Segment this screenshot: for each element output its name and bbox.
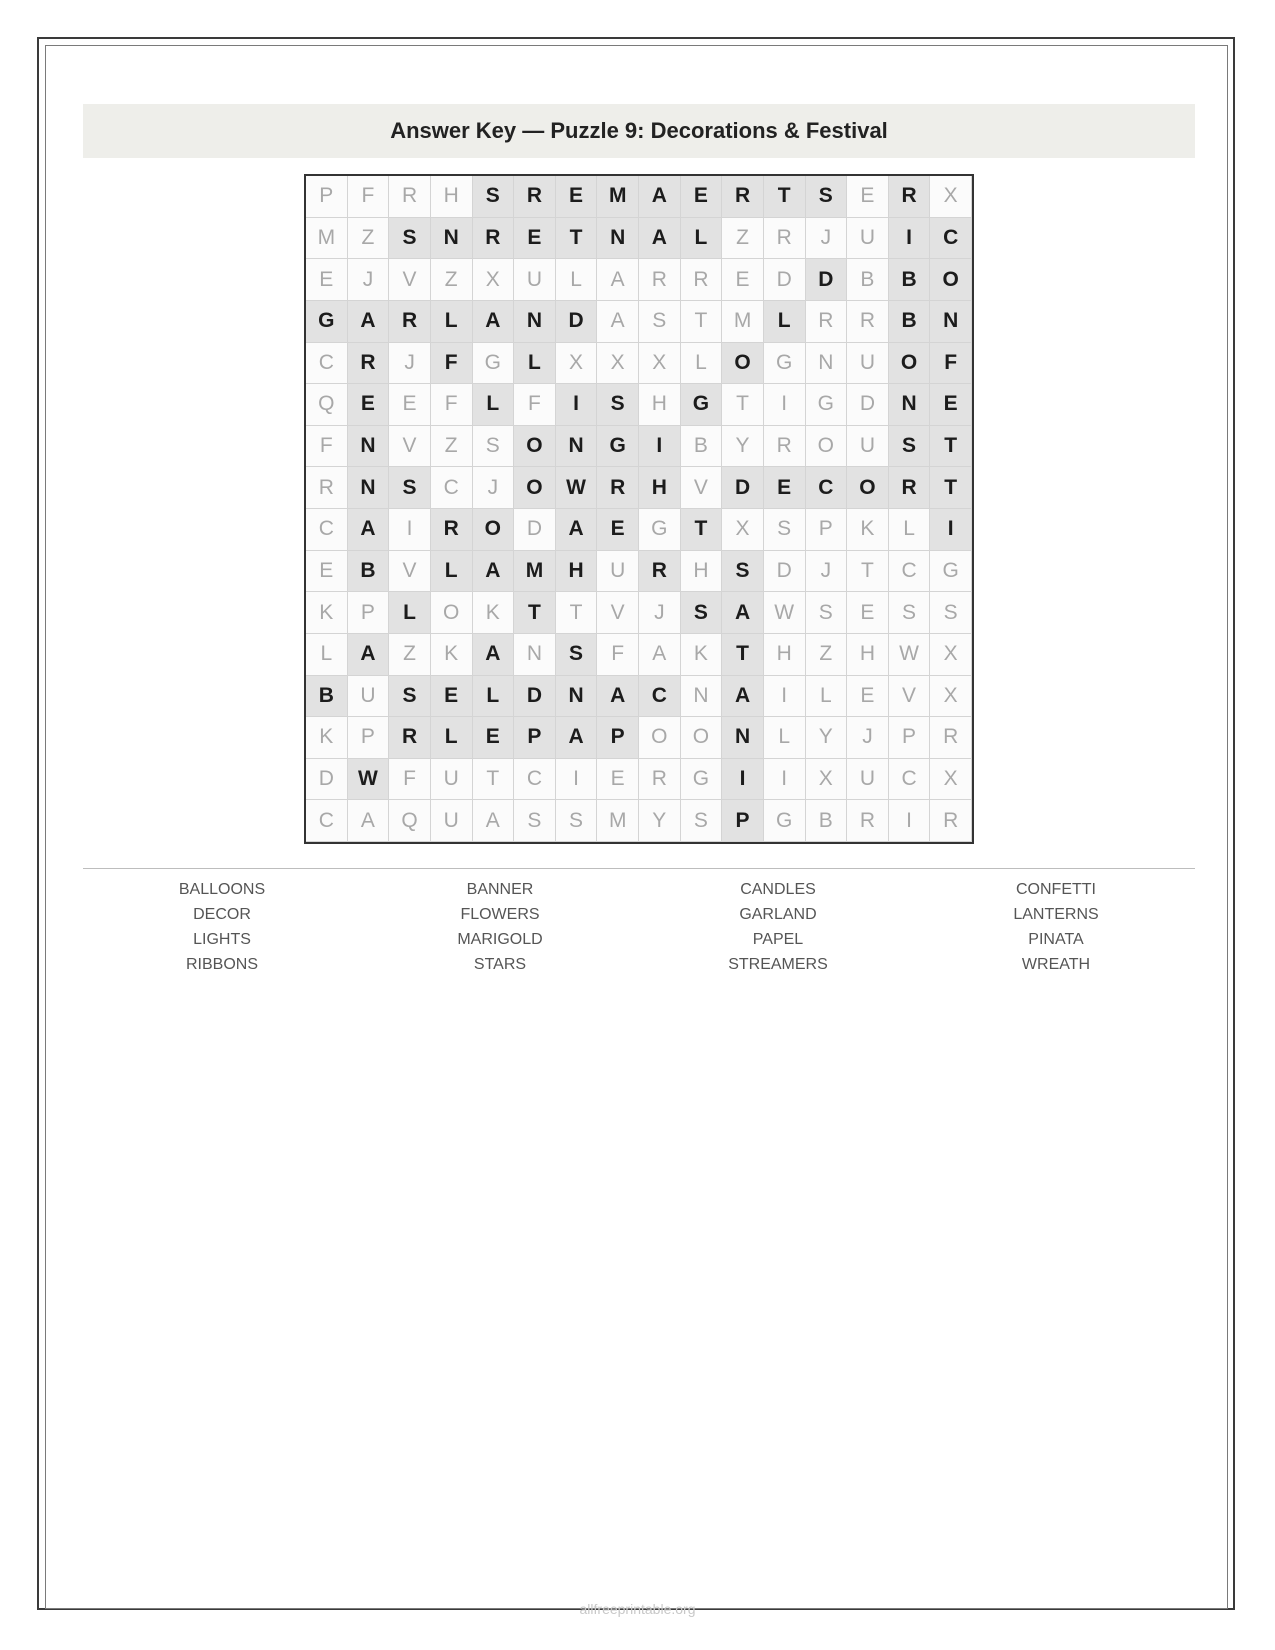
grid-cell: V bbox=[389, 426, 431, 468]
grid-cell: S bbox=[473, 176, 515, 218]
grid-cell: N bbox=[514, 301, 556, 343]
footer-watermark: allfreeprintable.org bbox=[579, 1601, 696, 1617]
grid-cell: I bbox=[764, 384, 806, 426]
word-list-item: BALLOONS bbox=[178, 881, 266, 898]
grid-cell: L bbox=[473, 384, 515, 426]
grid-cell: N bbox=[597, 218, 639, 260]
grid-cell: N bbox=[722, 717, 764, 759]
grid-cell: S bbox=[556, 800, 598, 842]
grid-cell: F bbox=[306, 426, 348, 468]
grid-cell: Y bbox=[639, 800, 681, 842]
grid-cell: U bbox=[847, 759, 889, 801]
grid-cell: R bbox=[639, 759, 681, 801]
grid-cell: N bbox=[348, 467, 390, 509]
grid-cell: S bbox=[764, 509, 806, 551]
grid-cell: K bbox=[847, 509, 889, 551]
divider bbox=[83, 868, 1195, 869]
grid-cell: E bbox=[847, 592, 889, 634]
grid-cell: C bbox=[514, 759, 556, 801]
grid-cell: X bbox=[930, 634, 972, 676]
word-list-item: LANTERNS bbox=[1013, 906, 1099, 923]
grid-cell: E bbox=[431, 676, 473, 718]
grid-cell: W bbox=[556, 467, 598, 509]
grid-cell: S bbox=[681, 800, 723, 842]
grid-cell: S bbox=[389, 467, 431, 509]
grid-cell: T bbox=[764, 176, 806, 218]
grid-cell: A bbox=[639, 176, 681, 218]
grid-cell: T bbox=[722, 634, 764, 676]
grid-cell: D bbox=[722, 467, 764, 509]
grid-cell: U bbox=[847, 218, 889, 260]
grid-cell: D bbox=[514, 509, 556, 551]
grid-cell: F bbox=[431, 343, 473, 385]
grid-cell: B bbox=[348, 551, 390, 593]
grid-cell: T bbox=[514, 592, 556, 634]
grid-cell: A bbox=[473, 301, 515, 343]
grid-cell: R bbox=[639, 259, 681, 301]
grid-cell: M bbox=[514, 551, 556, 593]
grid-cell: M bbox=[597, 800, 639, 842]
grid-cell: D bbox=[514, 676, 556, 718]
grid-cell: E bbox=[556, 176, 598, 218]
word-list-item: DECOR bbox=[193, 906, 251, 923]
grid-cell: I bbox=[389, 509, 431, 551]
grid-cell: H bbox=[764, 634, 806, 676]
grid-cell: M bbox=[597, 176, 639, 218]
grid-cell: T bbox=[556, 592, 598, 634]
grid-cell: R bbox=[806, 301, 848, 343]
grid-cell: G bbox=[473, 343, 515, 385]
grid-cell: L bbox=[514, 343, 556, 385]
grid-cell: J bbox=[348, 259, 390, 301]
grid-cell: X bbox=[473, 259, 515, 301]
grid-cell: T bbox=[930, 426, 972, 468]
grid-cell: A bbox=[722, 592, 764, 634]
grid-cell: T bbox=[473, 759, 515, 801]
grid-cell: A bbox=[639, 634, 681, 676]
grid-cell: R bbox=[597, 467, 639, 509]
word-list bbox=[83, 880, 1195, 974]
grid-cell: A bbox=[473, 634, 515, 676]
grid-cell: I bbox=[556, 384, 598, 426]
grid-cell: D bbox=[764, 259, 806, 301]
grid-cell: L bbox=[473, 676, 515, 718]
grid-cell: P bbox=[889, 717, 931, 759]
grid-cell: O bbox=[847, 467, 889, 509]
grid-cell: R bbox=[889, 176, 931, 218]
grid-cell: T bbox=[930, 467, 972, 509]
grid-cell: F bbox=[431, 384, 473, 426]
grid-cell: E bbox=[306, 551, 348, 593]
grid-cell: J bbox=[473, 467, 515, 509]
grid-cell: A bbox=[348, 301, 390, 343]
grid-cell: L bbox=[556, 259, 598, 301]
grid-cell: Q bbox=[306, 384, 348, 426]
grid-cell: L bbox=[889, 509, 931, 551]
grid-cell: X bbox=[722, 509, 764, 551]
grid-cell: R bbox=[389, 717, 431, 759]
grid-cell: R bbox=[764, 426, 806, 468]
grid-cell: V bbox=[389, 551, 431, 593]
grid-cell: D bbox=[306, 759, 348, 801]
grid-cell: U bbox=[597, 551, 639, 593]
grid-cell: H bbox=[556, 551, 598, 593]
grid-cell: X bbox=[597, 343, 639, 385]
grid-cell: S bbox=[639, 301, 681, 343]
grid-cell: M bbox=[722, 301, 764, 343]
grid-cell: F bbox=[514, 384, 556, 426]
grid-cell: H bbox=[431, 176, 473, 218]
grid-cell: F bbox=[597, 634, 639, 676]
grid-cell: R bbox=[473, 218, 515, 260]
grid-cell: G bbox=[930, 551, 972, 593]
grid-cell: T bbox=[722, 384, 764, 426]
grid-cell: Z bbox=[722, 218, 764, 260]
grid-cell: X bbox=[806, 759, 848, 801]
grid-cell: I bbox=[639, 426, 681, 468]
word-list-item: FLOWERS bbox=[460, 906, 540, 923]
grid-cell: R bbox=[930, 717, 972, 759]
grid-cell: P bbox=[348, 592, 390, 634]
grid-cell: Y bbox=[722, 426, 764, 468]
grid-cell: R bbox=[389, 301, 431, 343]
grid-cell: N bbox=[889, 384, 931, 426]
grid-cell: C bbox=[889, 759, 931, 801]
grid-cell: S bbox=[806, 592, 848, 634]
grid-cell: Z bbox=[348, 218, 390, 260]
grid-cell: P bbox=[348, 717, 390, 759]
grid-cell: A bbox=[473, 800, 515, 842]
grid-cell: R bbox=[639, 551, 681, 593]
grid-cell: T bbox=[556, 218, 598, 260]
page-title: Answer Key — Puzzle 9: Decorations & Festival bbox=[390, 118, 888, 143]
grid-cell: N bbox=[348, 426, 390, 468]
grid-cell: E bbox=[348, 384, 390, 426]
grid-cell: E bbox=[473, 717, 515, 759]
grid-cell: T bbox=[847, 551, 889, 593]
grid-cell: E bbox=[306, 259, 348, 301]
grid-cell: E bbox=[514, 218, 556, 260]
grid-cell: U bbox=[431, 800, 473, 842]
grid-cell: A bbox=[348, 800, 390, 842]
grid-cell: S bbox=[597, 384, 639, 426]
grid-cell: Z bbox=[389, 634, 431, 676]
grid-cell: H bbox=[681, 551, 723, 593]
grid-cell: O bbox=[806, 426, 848, 468]
grid-cell: Z bbox=[806, 634, 848, 676]
grid-cell: T bbox=[681, 509, 723, 551]
grid-cell: Q bbox=[389, 800, 431, 842]
word-list-item: GARLAND bbox=[739, 906, 817, 923]
grid-cell: N bbox=[930, 301, 972, 343]
word-search-grid bbox=[304, 174, 974, 844]
grid-cell: T bbox=[681, 301, 723, 343]
grid-cell: E bbox=[597, 509, 639, 551]
grid-cell: I bbox=[889, 218, 931, 260]
grid-cell: L bbox=[389, 592, 431, 634]
grid-cell: R bbox=[681, 259, 723, 301]
grid-cell: Y bbox=[806, 717, 848, 759]
grid-cell: O bbox=[639, 717, 681, 759]
grid-cell: I bbox=[889, 800, 931, 842]
grid-cell: S bbox=[930, 592, 972, 634]
grid-cell: B bbox=[806, 800, 848, 842]
grid-cell: D bbox=[847, 384, 889, 426]
grid-cell: C bbox=[306, 343, 348, 385]
grid-cell: N bbox=[556, 426, 598, 468]
grid-cell: G bbox=[639, 509, 681, 551]
grid-cell: V bbox=[389, 259, 431, 301]
grid-cell: X bbox=[639, 343, 681, 385]
grid-cell: E bbox=[722, 259, 764, 301]
grid-cell: J bbox=[806, 551, 848, 593]
grid-cell: B bbox=[889, 301, 931, 343]
grid-cell: L bbox=[764, 301, 806, 343]
grid-cell: S bbox=[514, 800, 556, 842]
grid-cell: X bbox=[930, 176, 972, 218]
grid-cell: R bbox=[306, 467, 348, 509]
grid-cell: P bbox=[806, 509, 848, 551]
grid-cell: W bbox=[348, 759, 390, 801]
grid-cell: G bbox=[764, 800, 806, 842]
grid-cell: S bbox=[389, 218, 431, 260]
grid-cell: L bbox=[681, 343, 723, 385]
grid-cell: C bbox=[930, 218, 972, 260]
word-list-item: STARS bbox=[473, 956, 527, 973]
grid-cell: E bbox=[847, 676, 889, 718]
grid-cell: S bbox=[389, 676, 431, 718]
grid-cell: V bbox=[681, 467, 723, 509]
grid-cell: U bbox=[348, 676, 390, 718]
grid-cell: L bbox=[306, 634, 348, 676]
grid-cell: R bbox=[764, 218, 806, 260]
grid-cell: I bbox=[556, 759, 598, 801]
grid-cell: O bbox=[722, 343, 764, 385]
grid-cell: C bbox=[639, 676, 681, 718]
grid-cell: P bbox=[597, 717, 639, 759]
grid-cell: S bbox=[889, 426, 931, 468]
grid-cell: L bbox=[431, 301, 473, 343]
grid-cell: R bbox=[431, 509, 473, 551]
grid-cell: A bbox=[556, 509, 598, 551]
grid-cell: V bbox=[889, 676, 931, 718]
grid-cell: B bbox=[889, 259, 931, 301]
grid-cell: R bbox=[514, 176, 556, 218]
grid-cell: K bbox=[306, 592, 348, 634]
grid-cell: D bbox=[556, 301, 598, 343]
grid-cell: R bbox=[348, 343, 390, 385]
grid-cell: O bbox=[514, 426, 556, 468]
grid-cell: J bbox=[847, 717, 889, 759]
grid-cell: A bbox=[597, 301, 639, 343]
grid-cell: U bbox=[847, 426, 889, 468]
grid-cell: C bbox=[889, 551, 931, 593]
grid-cell: U bbox=[431, 759, 473, 801]
grid-cell: L bbox=[431, 717, 473, 759]
grid-cell: A bbox=[473, 551, 515, 593]
grid-cell: X bbox=[930, 676, 972, 718]
grid-cell: V bbox=[597, 592, 639, 634]
grid-cell: D bbox=[806, 259, 848, 301]
grid-cell: R bbox=[389, 176, 431, 218]
grid-cell: J bbox=[389, 343, 431, 385]
grid-cell: C bbox=[306, 800, 348, 842]
grid-cell: R bbox=[847, 301, 889, 343]
grid-cell: G bbox=[306, 301, 348, 343]
grid-cell: U bbox=[847, 343, 889, 385]
title-banner bbox=[83, 104, 1195, 158]
grid-cell: H bbox=[639, 467, 681, 509]
grid-cell: G bbox=[764, 343, 806, 385]
grid-cell: A bbox=[556, 717, 598, 759]
word-list-item: WREATH bbox=[1021, 956, 1091, 973]
grid-cell: O bbox=[431, 592, 473, 634]
grid-cell: O bbox=[514, 467, 556, 509]
grid-cell: N bbox=[556, 676, 598, 718]
grid-cell: A bbox=[722, 676, 764, 718]
grid-cell: N bbox=[681, 676, 723, 718]
grid-cell: W bbox=[764, 592, 806, 634]
grid-cell: G bbox=[681, 384, 723, 426]
grid-cell: B bbox=[681, 426, 723, 468]
grid-cell: A bbox=[348, 634, 390, 676]
grid-cell: X bbox=[556, 343, 598, 385]
grid-cell: B bbox=[306, 676, 348, 718]
grid-cell: S bbox=[473, 426, 515, 468]
grid-cell: L bbox=[431, 551, 473, 593]
grid-cell: J bbox=[806, 218, 848, 260]
grid-cell: A bbox=[348, 509, 390, 551]
grid-cell: R bbox=[889, 467, 931, 509]
grid-cell: K bbox=[681, 634, 723, 676]
grid-cell: B bbox=[847, 259, 889, 301]
grid-cell: I bbox=[930, 509, 972, 551]
grid-cell: H bbox=[847, 634, 889, 676]
grid-cell: A bbox=[639, 218, 681, 260]
grid-cell: N bbox=[514, 634, 556, 676]
grid-cell: S bbox=[722, 551, 764, 593]
grid-cell: S bbox=[556, 634, 598, 676]
grid-cell: S bbox=[806, 176, 848, 218]
grid-cell: L bbox=[681, 218, 723, 260]
grid-cell: D bbox=[764, 551, 806, 593]
grid-cell: R bbox=[847, 800, 889, 842]
grid-cell: Z bbox=[431, 259, 473, 301]
grid-cell: O bbox=[681, 717, 723, 759]
grid-cell: P bbox=[514, 717, 556, 759]
grid-cell: H bbox=[639, 384, 681, 426]
grid-cell: G bbox=[681, 759, 723, 801]
grid-cell: R bbox=[722, 176, 764, 218]
grid-cell: U bbox=[514, 259, 556, 301]
grid-cell: O bbox=[889, 343, 931, 385]
word-list-item: CANDLES bbox=[740, 881, 816, 898]
grid-cell: G bbox=[597, 426, 639, 468]
grid-cell: L bbox=[806, 676, 848, 718]
grid-cell: L bbox=[764, 717, 806, 759]
grid-cell: N bbox=[806, 343, 848, 385]
grid-cell: S bbox=[681, 592, 723, 634]
grid-cell: K bbox=[431, 634, 473, 676]
grid-cell: R bbox=[930, 800, 972, 842]
grid-cell: Z bbox=[431, 426, 473, 468]
grid-cell: M bbox=[306, 218, 348, 260]
grid-cell: I bbox=[764, 676, 806, 718]
grid-cell: I bbox=[764, 759, 806, 801]
grid-cell: O bbox=[473, 509, 515, 551]
grid-cell: I bbox=[722, 759, 764, 801]
grid-cell: K bbox=[306, 717, 348, 759]
grid-cell: C bbox=[806, 467, 848, 509]
grid-cell: A bbox=[597, 259, 639, 301]
grid-cell: S bbox=[889, 592, 931, 634]
grid-cell: O bbox=[930, 259, 972, 301]
grid-cell: F bbox=[348, 176, 390, 218]
grid-cell: E bbox=[930, 384, 972, 426]
grid-cell: F bbox=[930, 343, 972, 385]
grid-cell: K bbox=[473, 592, 515, 634]
word-list-item: STREAMERS bbox=[728, 956, 828, 973]
grid-cell: E bbox=[847, 176, 889, 218]
grid-cell: C bbox=[306, 509, 348, 551]
word-list-item: LIGHTS bbox=[193, 931, 251, 948]
grid-cell: A bbox=[597, 676, 639, 718]
word-list-item: PINATA bbox=[1028, 931, 1084, 948]
grid-cell: P bbox=[722, 800, 764, 842]
grid-cell: E bbox=[389, 384, 431, 426]
grid-cell: W bbox=[889, 634, 931, 676]
grid-cell: F bbox=[389, 759, 431, 801]
grid-cell: J bbox=[639, 592, 681, 634]
word-list-item: PAPEL bbox=[752, 931, 804, 948]
grid-cell: X bbox=[930, 759, 972, 801]
grid-cell: C bbox=[431, 467, 473, 509]
word-list-item: CONFETTI bbox=[1016, 881, 1096, 898]
word-list-item: MARIGOLD bbox=[457, 931, 543, 948]
grid-cell: E bbox=[597, 759, 639, 801]
grid-cell: E bbox=[764, 467, 806, 509]
word-list-item: BANNER bbox=[466, 881, 534, 898]
grid-cell: G bbox=[806, 384, 848, 426]
grid-cell: E bbox=[681, 176, 723, 218]
grid-cell: P bbox=[306, 176, 348, 218]
word-list-item: RIBBONS bbox=[185, 956, 258, 973]
grid-cell: N bbox=[431, 218, 473, 260]
